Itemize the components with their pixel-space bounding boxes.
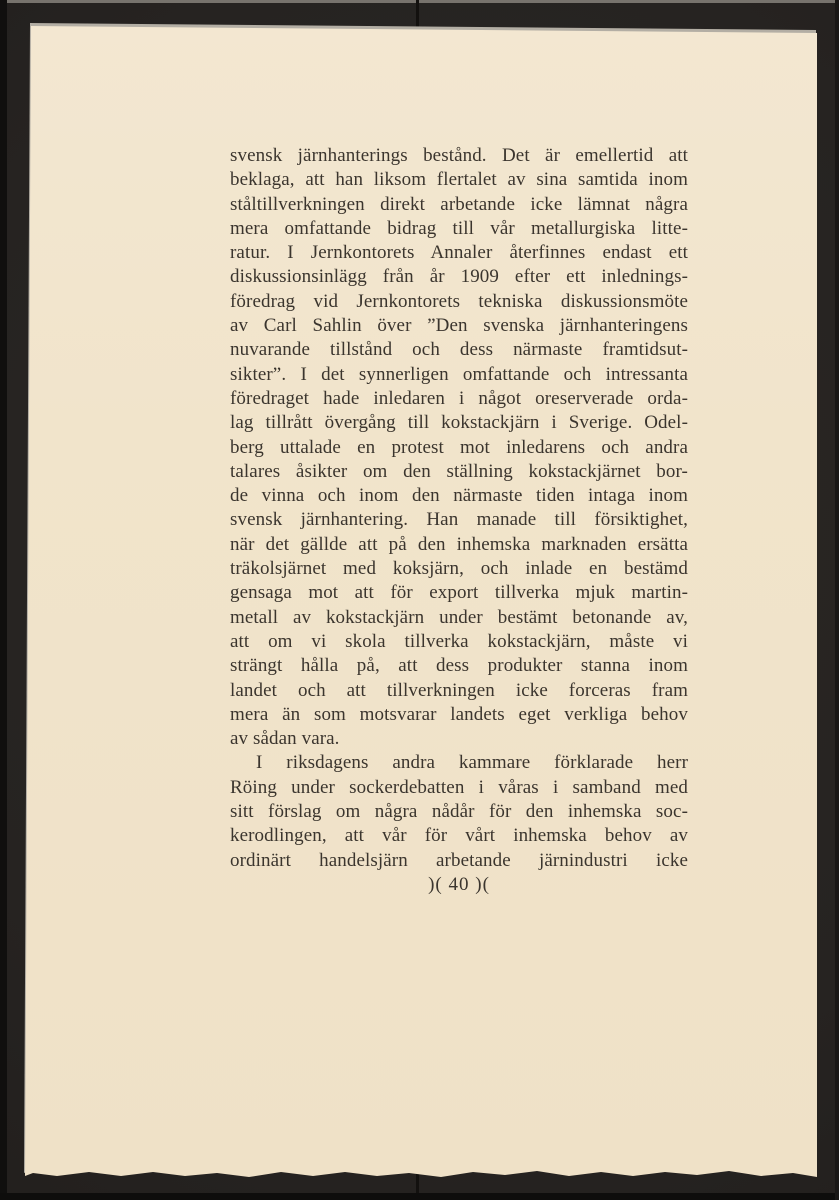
text-line: strängt hålla på, att dess produkter stanna inom — [230, 655, 688, 677]
text-line: gensaga mot att för export tillverka mjuk martin- — [230, 582, 688, 604]
text-line: svensk järnhanterings bestånd. Det är emellertid att — [230, 145, 688, 166]
text-line: ordinärt handelsjärn arbetande järnindustri icke — [230, 849, 688, 871]
text-line: träkolsjärnet med koksjärn, och inlade en bestämd — [230, 558, 688, 580]
text-line: av Carl Sahlin över ”Den svenska järnhanteringens — [230, 315, 688, 337]
mat-right-shadow — [835, 0, 839, 1200]
mat-bottom-shadow — [0, 1193, 839, 1200]
text-block — [230, 144, 688, 873]
text-line: av sådan vara. — [230, 728, 340, 750]
text-line: nuvarande tillstånd och dess närmaste framtidsut- — [230, 339, 688, 361]
mat-left-shadow — [0, 0, 7, 1200]
text-line: lag tillrått övergång till kokstackjärn i Sverige. Odel- — [230, 412, 688, 434]
text-line: att om vi skola tillverka kokstackjärn, måste vi — [230, 630, 688, 652]
text-line: sikter”. I det synnerligen omfattande och intressanta — [230, 363, 688, 385]
text-line: I riksdagens andra kammare förklarade herr — [256, 752, 688, 774]
text-line: kerodlingen, att vår för vårt inhemska behov av — [230, 825, 688, 847]
text-line: svensk järnhantering. Han manade till försiktighet, — [230, 509, 688, 531]
text-line: mera omfattande bidrag till vår metallurgiska litte- — [230, 217, 688, 239]
text-line: talares åsikter om den ställning kokstackjärnet bor- — [230, 460, 688, 482]
text-line: diskussionsinlägg från år 1909 efter ett inlednings- — [230, 266, 688, 288]
text-line: när det gällde att på den inhemska marknaden ersätta — [230, 533, 688, 555]
text-line: landet och att tillverkningen icke forceras fram — [230, 679, 688, 701]
text-line: mera än som motsvarar landets eget verkliga behov — [230, 703, 688, 725]
text-line: Röing under sockerdebatten i våras i samband med — [230, 776, 688, 798]
page-number: )( 40 )( — [428, 874, 490, 895]
text-line: sitt förslag om några nådår för den inhemska soc- — [230, 801, 688, 823]
text-line: föredraget hade inledaren i något oreserverade orda- — [230, 387, 688, 409]
text-line: de vinna och inom den närmaste tiden intaga inom — [230, 485, 688, 507]
text-line: metall av kokstackjärn under bestämt betonande av, — [230, 606, 688, 628]
mat-top-highlight — [0, 0, 839, 3]
text-line: ståltillverkningen direkt arbetande icke lämnat några — [230, 193, 688, 215]
text-line: ratur. I Jernkontorets Annaler återfinnes endast ett — [230, 242, 688, 264]
text-line: berg uttalade en protest mot inledarens och andra — [230, 436, 688, 458]
text-line: beklaga, att han liksom flertalet av sina samtida inom — [230, 169, 688, 191]
text-line: föredrag vid Jernkontorets tekniska diskussionsmöte — [230, 290, 688, 312]
